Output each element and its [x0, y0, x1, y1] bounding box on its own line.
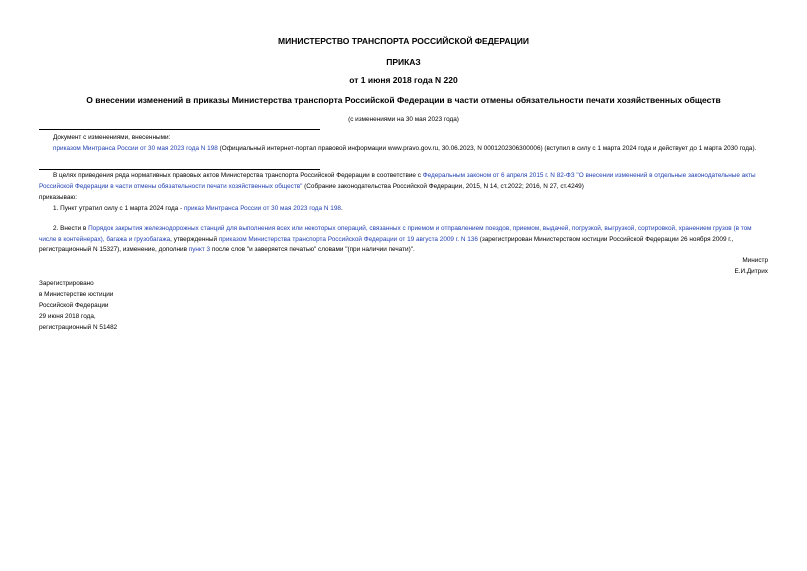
item-1-paragraph: [39, 204, 769, 215]
signature-block: [734, 256, 768, 277]
federal-law-link[interactable]: Федеральным законом от 6 апреля 2015 г. N 82-ФЗ "О внесении изменений в отдельные законодательные акты Российской Федерации в части отмены обязательности печати хозяйственных обществ": [39, 172, 756, 190]
item-2-text-start: 2. Внести в: [53, 225, 89, 232]
item-1-order-link[interactable]: приказ Минтранса России от 30 мая 2023 года N 198: [183, 205, 341, 212]
amendments-label: Документ с изменениями, внесенными:: [53, 134, 171, 141]
item-2-text-end: после слов "и заверяется печатью" словами "(при наличии печати)".: [210, 246, 415, 253]
item-2-text-registration: (зарегистрирован Министерством юстиции Российской Федерации 26 ноября 2009 г., регистрационный N 15327), изменение, дополнив: [39, 235, 734, 253]
item-2-text-approved: , утвержденный: [170, 235, 219, 243]
divider-bottom: [39, 169, 320, 170]
amending-order-link[interactable]: приказом Минтранса России от 30 мая 2023 года N 198: [53, 144, 218, 152]
ministry-heading: МИНИСТЕРСТВО ТРАНСПОРТА РОССИЙСКОЙ ФЕДЕРАЦИИ: [278, 36, 529, 46]
registration-line-3: Российской Федерации: [39, 302, 109, 309]
item-1-text: 1. Пункт утратил силу с 1 марта 2024 года -: [53, 205, 184, 212]
divider-top: [39, 129, 320, 130]
order-136-link[interactable]: приказом Министерства транспорта Российской Федерации от 19 августа 2009 г. N 136: [218, 235, 478, 243]
registration-line-5: регистрационный N 51482: [39, 324, 118, 331]
registration-line-2: в Министерстве юстиции: [39, 291, 114, 298]
signature-name: Е.И.Дитрих: [734, 267, 768, 275]
registration-line-4: 29 июня 2018 года,: [39, 313, 96, 320]
signature-position: Министр: [742, 257, 768, 264]
document-type-heading: ПРИКАЗ: [386, 57, 421, 67]
amendments-block: [39, 133, 769, 154]
order-word: приказываю:: [39, 194, 77, 201]
changes-note: (с изменениями на 30 мая 2023 года): [348, 116, 459, 123]
procedure-link[interactable]: Порядок закрытия железнодорожных станций для выполнения всех или некоторых операций, связанных с приемом и отправлением поездов, приемом, выдачей, погрузкой, выгрузкой, сортировкой, хранением грузов (в том числе в контейнерах), багажа и грузобагажа: [39, 225, 752, 243]
registration-block: [39, 278, 117, 333]
item-2-paragraph: [39, 224, 769, 256]
document-title: О внесении изменений в приказы Министерства транспорта Российской Федерации в части отмены обязательности печати хозяйственных обществ: [86, 95, 721, 105]
item-1-end: .: [340, 205, 343, 212]
amendments-details: (Официальный интернет-портал правовой информации www.pravo.gov.ru, 30.06.2023, N 0001202306300006) (вступил в силу с 1 марта 2024 года и действует до 1 марта 2030 года).: [217, 144, 757, 152]
date-number-heading: от 1 июня 2018 года N 220: [349, 75, 458, 85]
preamble-text-start: В целях приведения ряда нормативных правовых актов Министерства транспорта Российской Федерации в соответствие с: [53, 172, 423, 179]
preamble-text-end: (Собрание законодательства Российской Федерации, 2015, N 14, ст.2022; 2016, N 27, ст.4249): [302, 182, 584, 190]
clause-3-link[interactable]: пункт 3: [188, 246, 211, 253]
preamble-paragraph: [39, 171, 769, 192]
registration-line-1: Зарегистрировано: [39, 280, 94, 287]
amendments-text: [39, 144, 769, 155]
